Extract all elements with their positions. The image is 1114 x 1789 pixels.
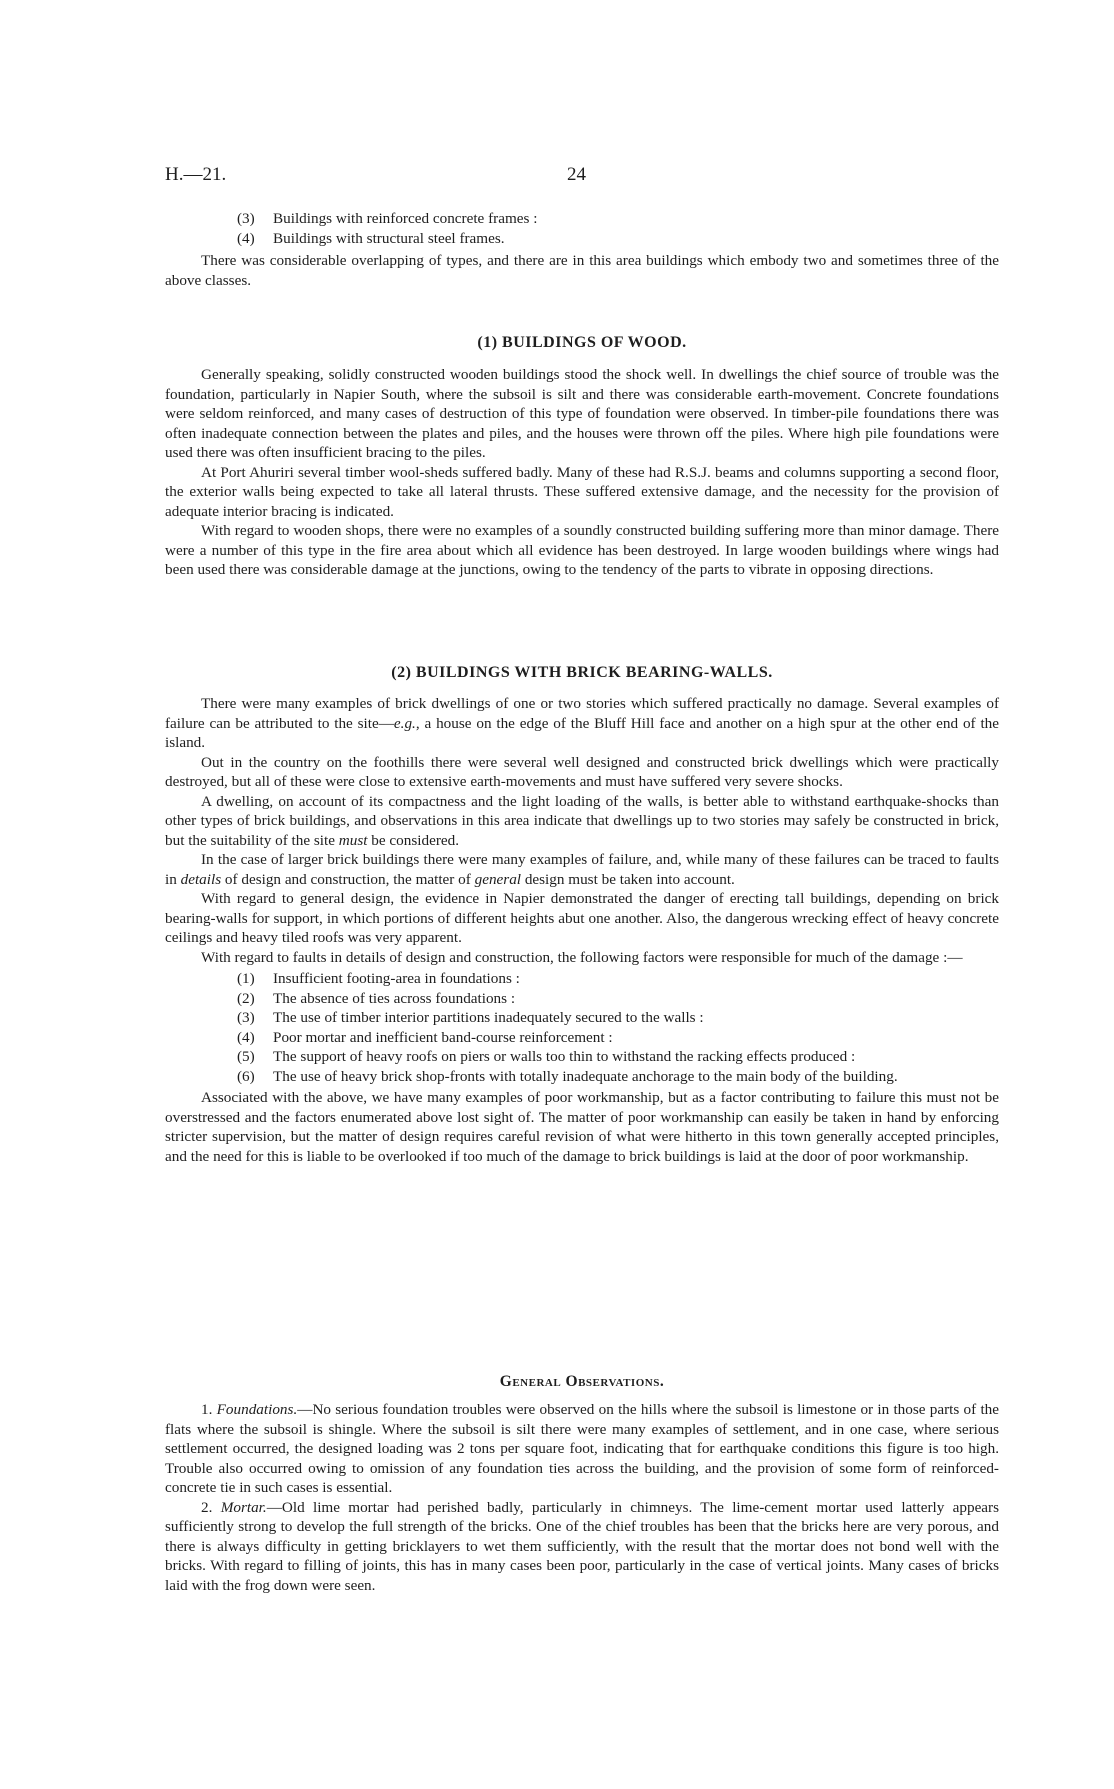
observation-foundations: 1. Foundations.—No serious foundation troubles were observed on the hills where the subsoil is limestone or in those parts of the flats where the subsoil is shingle. Where the subsoil is silt there were many examples of settlement, and in one case, where serious settlement occurred, the designed loading was 2 tons per square foot, indicating that for earthquake conditions this figure is too high. Trouble also occurred owing to omission of any foundation ties across the building, and the provision of some form of reinforced-concrete tie in such cases is essential. [165, 1401, 1000, 1496]
paragraph: With regard to general design, the evidence in Napier demonstrated the danger of erecting tall buildings, depending on brick bearing-walls for support, in which portions of different heights abut one another. Also, the dangerous wrecking effect of heavy concrete ceilings and heavy tiled roofs was very apparent. [165, 890, 999, 946]
list-item: (6) The use of heavy brick shop-fronts with totally inadequate anchorage to the main body of the building. [237, 1067, 898, 1085]
list-item: (4) Poor mortar and inefficient band-course reinforcement : [237, 1028, 613, 1046]
section-1-body [165, 365, 999, 580]
paragraph: With regard to wooden shops, there were no examples of a soundly constructed building suffering more than minor damage. There were a number of this type in the fire area about which all evidence has been destroyed. In large wooden buildings where wings had been used there was considerable damage at the junctions, owing to the tendency of the parts to vibrate in opposing directions. [165, 522, 999, 578]
intro-block [165, 209, 999, 290]
section-title: (2) BUILDINGS WITH BRICK BEARING-WALLS. [391, 664, 773, 681]
paragraph: There were many examples of brick dwellings of one or two stories which suffered practically no damage. Several examples of failure can be attributed to the site—e.g., a house on the edge of the Bluff Hill face and another on a high spur at the other end of the island. [165, 695, 999, 751]
list-item: (5) The support of heavy roofs on piers or walls too thin to withstand the racking effects produced : [237, 1048, 856, 1065]
section-title: (1) BUILDINGS OF WOOD. [477, 334, 687, 351]
paragraph: In the case of larger brick buildings there were many examples of failure, and, while many of these failures can be traced to faults in details of design and construction, the matter of general design must be taken into account. [165, 851, 999, 888]
list-item: (3) The use of timber interior partitions inadequately secured to the walls : [237, 1009, 704, 1026]
damage-factors-list [165, 969, 999, 1086]
building-types-list [165, 209, 999, 248]
general-observations-heading-block [165, 1372, 999, 1392]
observation-mortar: 2. Mortar.—Old lime mortar had perished badly, particularly in chimneys. The lime-cement mortar used latterly appears sufficiently strong to develop the full strength of the bricks. One of the chief troubles has been that the bricks here are very porous, and there is always difficulty in getting bricklayers to wet them sufficiently, with the result that the mortar does not bond well with the bricks. With regard to filling of joints, this has in many cases been poor, particularly in the case of vertical joints. Many cases of bricks laid with the frog down were seen. [165, 1498, 1000, 1594]
intro-paragraph: There was considerable overlapping of types, and there are in this area buildings which embody two and sometimes three of the above classes. [165, 252, 999, 289]
list-item: (4) Buildings with structural steel frames. [237, 229, 505, 247]
document-reference: H.—21. [165, 164, 227, 185]
paragraph: Associated with the above, we have many examples of poor workmanship, but as a factor contributing to failure this must not be overstressed and the factors enumerated above lost sight of. The matter of poor workmanship can easily be taken in hand by enforcing stricter supervision, but the matter of design requires careful revision of what were hitherto in this town generally accepted principles, and the need for this is liable to be overlooked if too much of the damage to brick buildings is laid at the door of poor workmanship. [165, 1089, 999, 1165]
paragraph: A dwelling, on account of its compactness and the light loading of the walls, is better able to withstand earthquake-shocks than other types of brick buildings, and observations in this area indicate that dwellings up to two stories may safely be constructed in brick, but the suitability of the site must be considered. [165, 792, 999, 849]
general-observations-body [165, 1400, 999, 1595]
general-observations-title: General Observations. [499, 1373, 665, 1390]
section-brick-bearing-walls [165, 663, 999, 683]
paragraph: At Port Ahuriri several timber wool-sheds suffered badly. Many of these had R.S.J. beams and columns supporting a second floor, the exterior walls being expected to take all lateral thrusts. These suffered extensive damage, and the necessity for the provision of adequate interior bracing is indicated. [165, 463, 999, 520]
running-head [165, 164, 999, 190]
paragraph: Generally speaking, solidly constructed wooden buildings stood the shock well. In dwellings the chief source of trouble was the foundation, particularly in Napier South, where the subsoil is silt and there was considerable earth-movement. Concrete foundations were seldom reinforced, and many cases of destruction of this type of foundation were observed. In timber-pile foundations there was often inadequate connection between the plates and piles, and the houses were thrown off the piles. Where high pile foundations were used there was often insufficient bracing to the piles. [165, 366, 999, 461]
list-item: (3) Buildings with reinforced concrete frames : [237, 210, 538, 227]
section-buildings-of-wood [165, 333, 999, 353]
paragraph: With regard to faults in details of design and construction, the following factors were responsible for much of the damage :— [201, 948, 963, 966]
page-number: 24 [567, 164, 586, 185]
list-item: (2) The absence of ties across foundations : [237, 989, 516, 1007]
section-2-body [165, 694, 999, 1166]
list-item: (1) Insufficient footing-area in foundations : [237, 970, 520, 987]
paragraph: Out in the country on the foothills there were several well designed and constructed brick dwellings which were practically destroyed, but all of these were close to extensive earth-movements and must have suffered very severe shocks. [165, 753, 999, 790]
